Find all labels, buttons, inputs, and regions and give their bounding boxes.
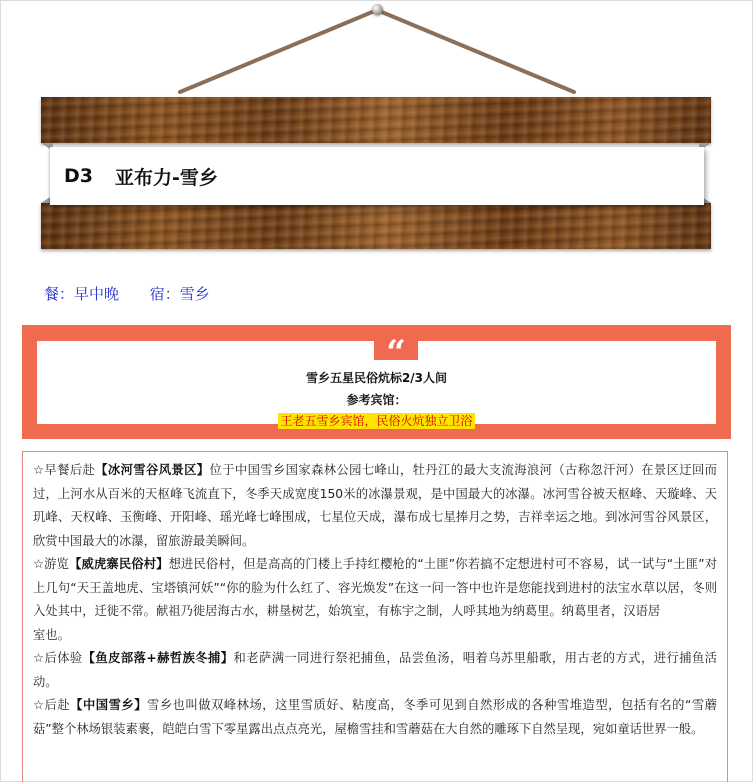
itinerary-paragraph xyxy=(33,553,717,624)
hotel-reference-name-wrap xyxy=(37,412,716,429)
day-label: D3 xyxy=(64,165,93,187)
place-name: 【鱼皮部落+赫哲族冬捕】 xyxy=(82,651,234,665)
paragraph-text: 雪乡也叫做双峰林场，这里雪质好、粘度高，冬季可见到自然形成的各种雪堆造型，包括有名的“雪蘑菇”整个林场银装素裹，皑皑白雪下零星露出点点亮光，屋檐雪挂和雪蘑菇在大自然的雕琢下自然呈现，宛如童话世界一般。 xyxy=(33,698,717,736)
paragraph-text: 位于中国雪乡国家森林公园七峰山，牡丹江的最大支流海浪河（古称忽汗河）在景区迂回而过，上河水从百米的天枢峰飞流直下，冬季天成宽度150米的冰瀑景观，是中国最大的冰瀑。冰河雪谷被天枢峰、天璇峰、天玑峰、天权峰、玉衡峰、开阳峰、瑶光峰七峰围成，七星位天成，瀑布成七星捧月之势，吉祥幸运之地。到冰河雪谷风景区，欣赏中国最大的冰瀑，留旅游最美瞬间。 xyxy=(33,463,717,548)
day-banner xyxy=(50,147,704,205)
meals-info xyxy=(44,283,236,304)
scroll-bottom-rod xyxy=(41,203,711,249)
hotel-inner xyxy=(37,333,716,428)
place-name: 【冰河雪谷风景区】 xyxy=(95,463,210,477)
bullet-text: ☆后赴 xyxy=(33,698,71,712)
hotel-standard: 雪乡五星民俗炕标2/3人间 xyxy=(305,371,448,385)
scroll-top-rod xyxy=(41,97,711,143)
nail-icon xyxy=(372,4,383,15)
day-title: 亚布力-雪乡 xyxy=(115,166,218,189)
itinerary-text xyxy=(22,451,728,782)
quote-icon: “ xyxy=(374,338,418,360)
meals-label: 餐：早中晚 xyxy=(44,285,120,303)
bullet-text: ☆后体验 xyxy=(33,651,83,665)
paragraph-text: 想进民俗村，但是高高的门楼上手持红樱枪的“土匪”你若搞不定想进村可不容易，试一试与“土匪”对上几句“天王盖地虎、宝塔镇河妖”“你的脸为什么红了、容光焕发”在这一问一答中也许是您能找到进村的法宝水草以居，冬则入处其中，迁徙不常。献祖乃徙居海古水，耕垦树艺，始筑室，有栋宇之制，人呼其地为纳葛里。纳葛里者，汉语居 xyxy=(33,557,718,618)
bullet-text: ☆早餐后赴 xyxy=(33,463,96,477)
hotel-box xyxy=(22,325,731,439)
hotel-reference-name: 王老五雪乡宾馆，民俗火炕独立卫浴 xyxy=(280,414,473,428)
paragraph-text: 和老萨满一同进行祭祀捕鱼，品尝鱼汤，唱着乌苏里船歌，用古老的方式，进行捕鱼活动。 xyxy=(33,651,717,689)
place-name: 【中国雪乡】 xyxy=(70,698,148,712)
hotel-reference-label: 参考宾馆： xyxy=(346,393,407,407)
stay-label: 宿：雪乡 xyxy=(149,285,210,303)
itinerary-paragraph xyxy=(33,459,717,553)
itinerary-paragraph xyxy=(33,694,717,741)
itinerary-paragraph: 室也。 xyxy=(33,627,70,642)
itinerary-paragraph xyxy=(33,647,717,694)
bullet-text: ☆游览 xyxy=(33,557,70,571)
place-name: 【威虎寨民俗村】 xyxy=(69,557,169,571)
